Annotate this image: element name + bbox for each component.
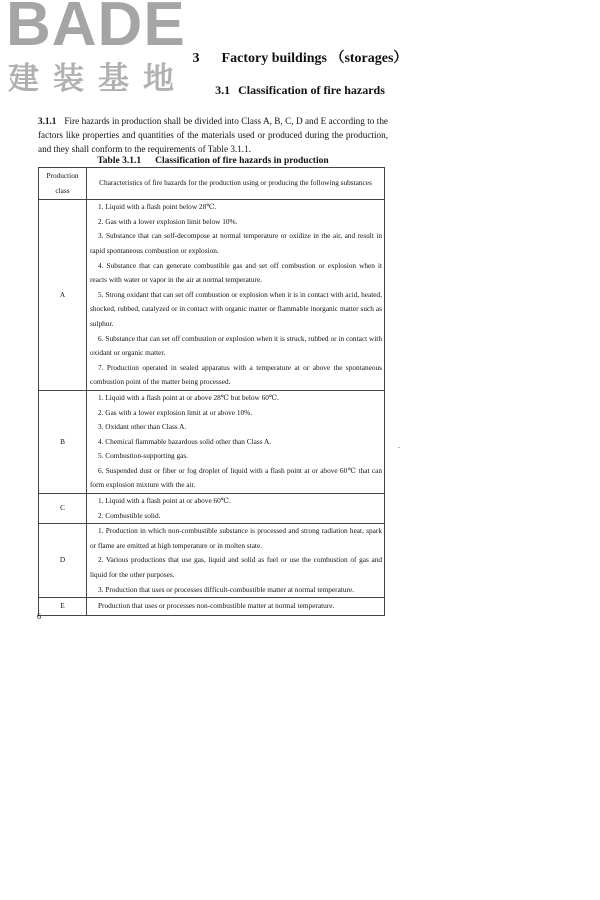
table-header-row <box>39 168 385 200</box>
production-class-cell: E <box>39 598 87 616</box>
characteristic-item: 2. Gas with a lower explosion limit below 10%. <box>98 216 238 226</box>
characteristics-cell <box>87 200 385 391</box>
logo-brand-text: BADE <box>6 0 186 59</box>
logo-chinese-text: 建装基地 <box>8 61 188 97</box>
characteristic-item: Production that uses or processes non-combustible matter at normal temperature. <box>98 601 335 611</box>
section-number: 3.1 <box>215 83 231 97</box>
characteristic-item: 5. Strong oxidant that can set off combustion or explosion when it is in contact with acid, heated, shocked, rubbed, catalyzed or in contact with organic matter or flammable inorganic matter such as sulphur. <box>90 289 382 328</box>
clause-number: 3.1.1 <box>38 116 57 126</box>
characteristic-item: 1. Liquid with a flash point below 28℃. <box>98 202 217 212</box>
characteristics-cell <box>87 598 385 616</box>
section-title <box>0 83 600 98</box>
characteristics-cell <box>87 524 385 598</box>
table-caption-number: Table 3.1.1 <box>97 156 142 166</box>
scan-speck <box>398 447 400 448</box>
characteristic-item: 1. Liquid with a flash point at or above 28℃ but below 60℃. <box>98 392 279 402</box>
page-number: 6 <box>37 612 41 621</box>
characteristic-item: 3. Substance that can self-decompose at normal temperature or oxidize in the air, and result in rapid spontaneous combustion or explosion. <box>90 231 382 255</box>
characteristic-item: 3. Oxidant other than Class A. <box>98 422 187 432</box>
characteristics-cell <box>87 390 385 493</box>
characteristic-item: 7. Production operated in sealed apparatus with a temperature at or above the spontaneous combustion point of the matter being processed. <box>90 362 382 387</box>
characteristics-cell <box>87 494 385 524</box>
clause-3-1-1 <box>38 114 388 156</box>
chapter-number: 3 <box>192 51 200 66</box>
table-body <box>39 200 385 616</box>
header-production-class: Production class <box>39 168 87 200</box>
table-row <box>39 200 385 391</box>
characteristic-item: 2. Various productions that use gas, liquid and solid as fuel or use the combustion of gas and liquid for the other purposes. <box>90 555 382 580</box>
production-class-cell: D <box>39 524 87 598</box>
header-characteristics: Characteristics of fire hazards for the production using or producing the following substances <box>87 168 385 200</box>
production-class-cell: C <box>39 494 87 524</box>
characteristic-item: 3. Production that uses or processes difficult-combustible matter at normal temperature. <box>98 584 354 594</box>
section-title-text: Classification of fire hazards <box>238 83 385 97</box>
characteristic-item: 4. Substance that can generate combustible gas and set off combustion or explosion when it reacts with water or vapor in the air at normal temperature. <box>90 260 382 285</box>
table-row <box>39 598 385 616</box>
characteristic-item: 1. Production in which non-combustible substance is processed and strong radiation heat, spark or flame are emitted at high temperature or in molten state. <box>90 526 382 550</box>
characteristic-item: 2. Gas with a lower explosion limit at or above 10%. <box>98 407 253 417</box>
characteristic-item: 2. Combustible solid. <box>98 510 161 520</box>
characteristic-item: 5. Combustion-supporting gas. <box>98 451 188 461</box>
fire-hazard-classification-table <box>38 167 385 616</box>
production-class-cell: A <box>39 200 87 391</box>
table-caption-title: Classification of fire hazards in production <box>155 156 329 166</box>
characteristic-item: 6. Suspended dust or fiber or fog droplet of liquid with a flash point at or above 60℃ that can form explosion mixture with the air. <box>90 465 382 490</box>
chapter-title <box>0 47 600 67</box>
characteristic-item: 4. Chemical flammable hazardous solid other than Class A. <box>98 436 272 446</box>
clause-text: Fire hazards in production shall be divided into Class A, B, C, D and E according to the factors like properties and quantities of the materials used or produced during the production, and they shall conform to the requirements of Table 3.1.1. <box>38 116 388 154</box>
table-row <box>39 494 385 524</box>
table-row <box>39 524 385 598</box>
table-row <box>39 390 385 493</box>
production-class-cell: B <box>39 390 87 493</box>
characteristic-item: 6. Substance that can set off combustion or explosion when it is struck, rubbed or in contact with oxidant or organic matter. <box>90 333 382 358</box>
table-caption <box>38 156 388 166</box>
characteristic-item: 1. Liquid with a flash point at or above 60℃. <box>98 496 231 506</box>
chapter-title-text: Factory buildings （storages） <box>221 51 408 66</box>
